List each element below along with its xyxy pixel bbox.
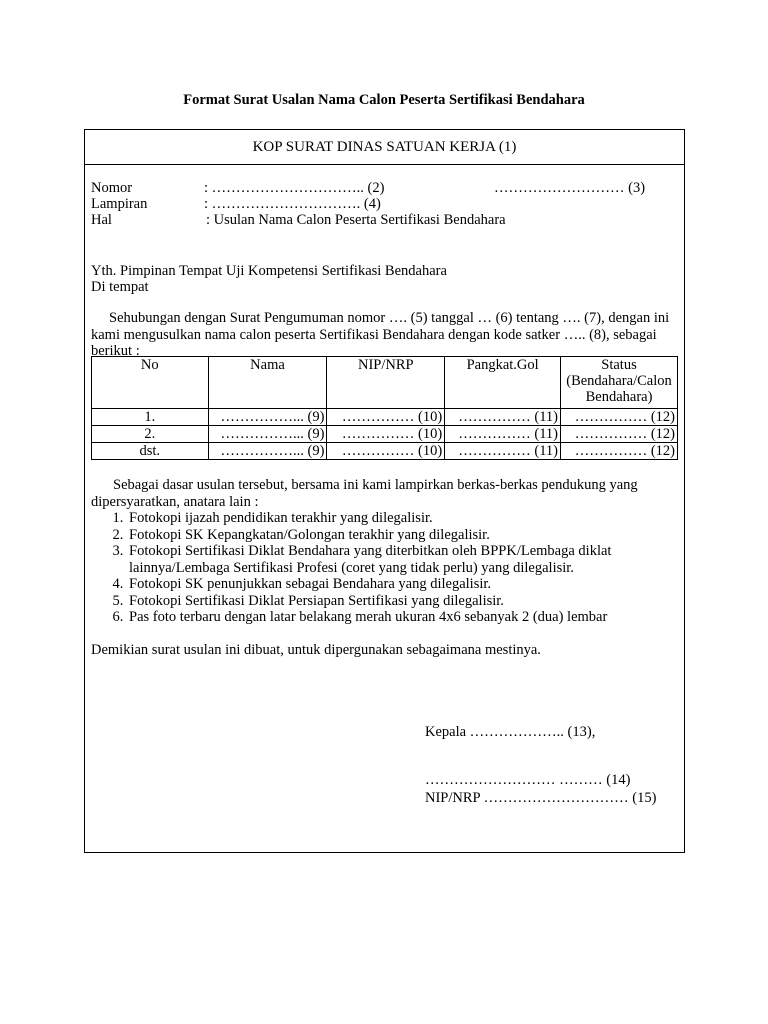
signature-title: Kepala ……………….. (13), [425,724,596,740]
cell-nama: ……………... (9) [208,426,327,443]
recipient-line: Yth. Pimpinan Tempat Uji Kompetensi Sertifikasi Bendahara [91,263,447,279]
cell-status: …………… (12) [561,443,678,460]
list-item: 6. Pas foto terbaru dengan latar belakang merah ukuran 4x6 sebanyak 2 (dua) lembar [127,609,707,626]
recipient-place: Di tempat [91,279,149,295]
cell-nama: ……………... (9) [208,443,327,460]
supporting-paragraph: Sebagai dasar usulan tersebut, bersama ini kami lampirkan berkas-berkas pendukung yang dipersyaratkan, anatara lain : [91,477,638,510]
cell-no: dst. [92,443,209,460]
cell-status: …………… (12) [561,426,678,443]
cell-nip: …………… (10) [327,409,445,426]
list-item: 1. Fotokopi ijazah pendidikan terakhir yang dilegalisir. [127,510,707,527]
table-header-row [92,357,678,409]
col-header-pangkat: Pangkat.Gol [445,357,561,409]
closing-statement: Demikian surat usulan ini dibuat, untuk dipergunakan sebagaimana mestinya. [91,642,541,658]
cell-pangkat: …………… (11) [445,409,561,426]
cell-nama: ……………... (9) [208,409,327,426]
col-header-no: No [92,357,209,409]
letter-frame [84,129,685,853]
cell-nip: …………… (10) [327,443,445,460]
cell-no: 1. [92,409,209,426]
lampiran-label: Lampiran [91,196,148,212]
hal-label: Hal [91,212,112,228]
list-item: 5. Fotokopi Sertifikasi Diklat Persiapan Sertifikasi yang dilegalisir. [127,593,707,610]
cell-status: …………… (12) [561,409,678,426]
date-value: ……………………… (3) [494,180,646,196]
document-title: Format Surat Usalan Nama Calon Peserta Sertifikasi Bendahara [183,92,585,108]
table-row [92,409,678,426]
col-header-nip: NIP/NRP [327,357,445,409]
intro-paragraph: Sehubungan dengan Surat Pengumuman nomor …. (5) tanggal … (6) tentang …. (7), dengan ini kami mengusulkan nama calon peserta Sertifikasi Bendahara dengan kode satker ….. (8), sebagai berikut : [91,310,670,359]
cell-pangkat: …………… (11) [445,443,561,460]
list-item: 4. Fotokopi SK penunjukkan sebagai Bendahara yang dilegalisir. [127,576,707,593]
cell-no: 2. [92,426,209,443]
nomor-label: Nomor [91,180,133,196]
table-row [92,443,678,460]
signature-name: ……………………… ……… (14) [425,772,631,788]
cell-pangkat: …………… (11) [445,426,561,443]
list-item: 2. Fotokopi SK Kepangkatan/Golongan terakhir yang dilegalisir. [127,527,707,544]
nomor-value: : ………………………….. (2) [204,180,385,196]
lampiran-value: : …………………………. (4) [204,196,381,212]
col-header-status: Status (Bendahara/Calon Bendahara) [561,357,678,409]
list-item: 3. Fotokopi Sertifikasi Diklat Bendahara yang diterbitkan oleh BPPK/Lembaga diklat lainnya/Lembaga Sertifikasi Profesi (coret yang tidak perlu) yang dilegalisir. [127,543,707,576]
table-row [92,426,678,443]
col-header-nama: Nama [208,357,327,409]
cell-nip: …………… (10) [327,426,445,443]
requirements-list [91,510,707,626]
candidate-table [91,356,678,460]
letterhead: KOP SURAT DINAS SATUAN KERJA (1) [85,130,684,165]
signature-nip: NIP/NRP ………………………… (15) [425,790,657,806]
hal-value: : Usulan Nama Calon Peserta Sertifikasi Bendahara [206,212,506,228]
